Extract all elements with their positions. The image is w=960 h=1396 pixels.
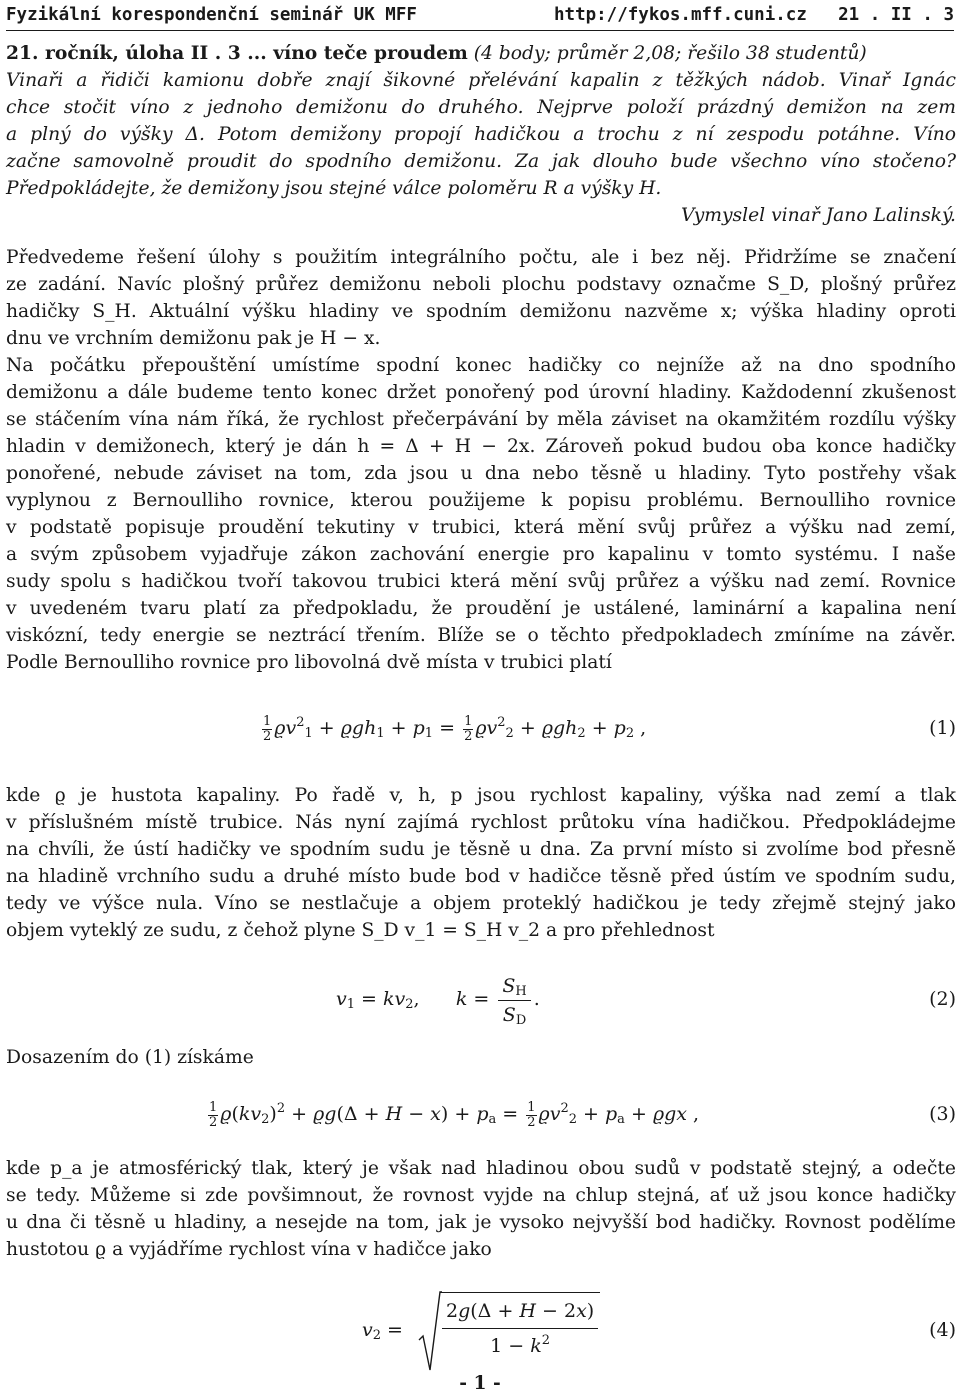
solution-line: sudy spolu s hadičkou tvoří takovou trubici která mění svůj průřez a výšku nad zemí. Rovnice [6, 571, 956, 592]
square-root-sign [418, 1290, 442, 1374]
solution-line: tedy ve výšce nula. Víno se nestlačuje a objem proteklý hadičkou je tedy zřejmě stejný jako [6, 893, 956, 914]
header-seminar-name: Fyzikální korespondenční seminář UK MFF [6, 5, 417, 25]
page-header [6, 2, 954, 30]
equation-body: $\frac{1}{2}$ $ϱ(kv_2)^2 + ϱg(\Delta + H - x) + p_a$ = $\frac{1}{2}$ $ϱv^2_2 + p_a + ϱgx$ , [209, 1099, 700, 1130]
task-line: chce stočit víno z jednoho demižonu do druhého. Nejprve položí prázdný demižon na zem [6, 97, 956, 118]
equation-number: (2) [929, 988, 956, 1010]
solution-line: na chvíli, že ústí hadičky ve spodním sudu je těsně u dna. Za první místo si zvolíme bod přesně [6, 839, 956, 860]
solution-line: objem vyteklý ze sudu, z čehož plyne S_D v_1 = S_H v_2 a pro přehlednost [6, 920, 715, 941]
equation-number: (3) [929, 1103, 956, 1125]
solution-line: Na počátku přepouštění umístíme spodní konec hadičky co nejníže až na dno spodního [6, 355, 956, 376]
solution-line: v uvedeném tvaru platí za předpokladu, že proudění je ustálené, laminární a kapalina není [6, 598, 956, 619]
header-rule [6, 30, 954, 31]
solution-line: viskózní, tedy energie se neztrácí třením. Blíže se o těchto předpokladech zmíníme na závěr. [6, 625, 956, 646]
equation-2 [6, 969, 956, 1029]
solution-line: hustotou ϱ a vyjádříme rychlost vína v hadičce jako [6, 1239, 492, 1260]
task-heading [6, 40, 956, 67]
solution-line: hadičky S_H. Aktuální výšku hladiny ve spodním demižonu nazvěme x; výška hladiny oproti [6, 301, 956, 322]
solution-line: demižonu a dále budeme tento konec držet ponořený pod úrovní hladiny. Každodenní zkušenost [6, 382, 956, 403]
equation-3 [6, 1094, 956, 1134]
solution-line: ze zadání. Navíc plošný průřez demižonu neboli plochu podstavy označme S_D, plošný průřez [6, 274, 956, 295]
header-url[interactable]: http://fykos.mff.cuni.cz [554, 5, 807, 25]
solution-line: dnu ve vrchním demižonu pak je H − x. [6, 328, 381, 349]
solution-line: kde ϱ je hustota kapaliny. Po řadě v, h, p jsou rychlost kapaliny, výška nad zemí a tlak [6, 785, 956, 806]
equation-radicand: $\frac{2g(\Delta + H - 2x)}{1 - k^2}$ [440, 1292, 600, 1363]
solution-line: a svým způsobem vyjadřuje zákon zachování energie pro kapalinu v tomto systému. I naše [6, 544, 956, 565]
solution-line: ponořené, nebude záviset na tom, zda jsou u dna nebo těsně u hladiny. Tyto postřehy však [6, 463, 956, 484]
equation-1 [6, 708, 956, 748]
equation-4 [6, 1290, 956, 1374]
solution-line: kde p_a je atmosférický tlak, který je však nad hladinou obou sudů v podstatě stejný, a odečte [6, 1158, 956, 1179]
solution-line: u dna či těsně u hladiny, a nesejde na tom, jak je vysoko nejvyšší bod hadičky. Rovnost podělíme [6, 1212, 956, 1233]
header-issue: 21 . II . 3 [838, 5, 954, 25]
solution-line: se tedy. Můžeme si zde povšimnout, že rovnost vyjde na chlup stejná, ať už jsou konce hadičky [6, 1185, 956, 1206]
task-line: Předpokládejte, že demižony jsou stejné válce poloměru R a výšky H. [6, 178, 662, 199]
solution-line: Předvedeme řešení úlohy s použitím integrálního počtu, ale i bez něj. Přidržíme se značení [6, 247, 956, 268]
solution-line: hladin v demižonech, který je dán h = Δ + H − 2x. Zároveň pokud budou oba konce hadičky [6, 436, 956, 457]
task-meta: (4 body; průměr 2,08; řešilo 38 studentů) [467, 43, 867, 64]
task-author: Vymyslel vinař Jano Lalinský. [680, 205, 956, 226]
equation-number: (4) [929, 1319, 956, 1341]
solution-line: Dosazením do (1) získáme [6, 1047, 254, 1068]
equation-body: $\frac{1}{2}$ $ϱv^2_1 + ϱgh_1 + p_1$ = $\frac{1}{2}$ $ϱv^2_2 + ϱgh_2 + p_2$ , [263, 713, 647, 744]
task-line: a plný do výšky Δ. Potom demižony propojí hadičkou a trochu z ní zespodu potáhne. Víno [6, 124, 956, 145]
solution-line: na hladině vrchního sudu a druhé místo bude bod v hadičce těsně před ústím ve spodním sudu, [6, 866, 956, 887]
solution-line: v podstatě popisuje proudění tekutiny v trubici, která mění svůj průřez a výšku nad zemí, [6, 517, 956, 538]
solution-line: vyplynou z Bernoulliho rovnice, kterou použijeme k popisu problému. Bernoulliho rovnice [6, 490, 956, 511]
solution-line: se stáčením vína nám říká, že rychlost přečerpávání by měla záviset na okamžitém rozdílu výšky [6, 409, 956, 430]
task-line: Vinaři a řidiči kamionu dobře znají šikovné přelévání kapalin z těžkých nádob. Vinař Ignác [6, 70, 956, 91]
page-number: - 1 - [459, 1372, 501, 1394]
task-line: začne samovolně proudit do spodního demižonu. Za jak dlouho bude všechno víno stočeno? [6, 151, 956, 172]
equation-number: (1) [929, 717, 956, 739]
equation-lhs: $v_2$ = [362, 1319, 403, 1343]
solution-line: Podle Bernoulliho rovnice pro libovolná dvě místa v trubici platí [6, 652, 612, 673]
task-title: 21. ročník, úloha II . 3 ... víno teče proudem [6, 42, 468, 64]
equation-body: $v_1 = kv_2$, k = $\frac{S_H}{S_D}$ . [336, 969, 540, 1029]
solution-line: v příslušném místě trubice. Nás nyní zajímá rychlost průtoku vína hadičkou. Předpokládejme [6, 812, 956, 833]
